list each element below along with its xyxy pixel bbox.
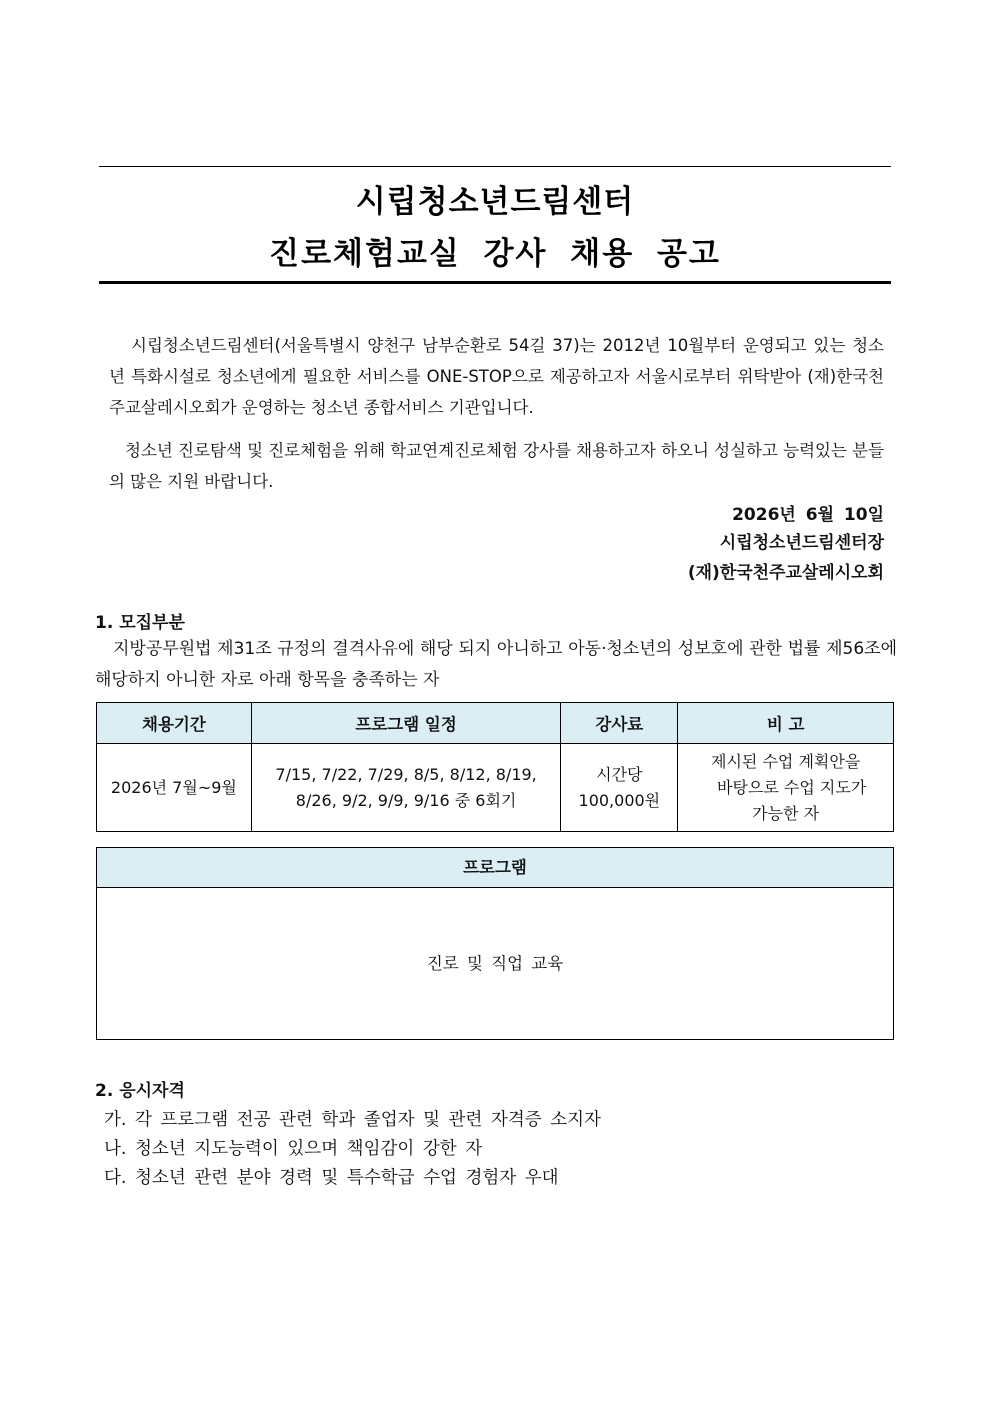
intro-paragraph-2: 청소년 진로탐색 및 진로체험을 위해 학교연계진로체험 강사를 채용하고자 하오니 성실하고 능력있는 분들의 많은 지원 바랍니다. — [109, 441, 885, 491]
column-header-note: 비 고 — [678, 703, 894, 744]
program-box — [96, 847, 894, 1040]
document-title: 시립청소년드림센터 — [355, 184, 635, 220]
qualification-item: 다. 청소년 관련 분야 경력 및 특수학급 수업 경험자 우대 — [104, 1168, 559, 1188]
signatory-title: 시립청소년드림센터장 — [719, 533, 884, 553]
recruitment-table — [96, 702, 894, 832]
document-subtitle: 진로체험교실 강사 채용 공고 — [269, 236, 721, 272]
column-header-fee: 강사료 — [561, 703, 678, 744]
cell-schedule — [251, 744, 561, 832]
cell-note — [678, 744, 894, 832]
table-header-row — [97, 703, 894, 744]
section-heading-recruitment: 1. 모집부분 — [95, 613, 185, 633]
section-heading-qualifications: 2. 응시자격 — [95, 1081, 185, 1101]
qualification-item: 가. 각 프로그램 전공 관련 학과 졸업자 및 관련 자격증 소지자 — [104, 1110, 601, 1130]
recruitment-description: 지방공무원법 제31조 규정의 결격사유에 해당 되지 아니하고 아동·청소년의 성보호에 관한 법률 제56조에 해당하지 아니한 자로 아래 항목을 충족하는 자 — [95, 639, 897, 690]
schedule-line-1: 7/15, 7/22, 7/29, 8/5, 8/12, 8/19, — [275, 764, 537, 784]
column-header-period: 채용기간 — [97, 703, 252, 744]
table-row — [97, 744, 894, 832]
fee-line-2: 100,000원 — [578, 790, 661, 810]
signatory-organization: (재)한국천주교살레시오회 — [687, 563, 884, 583]
cell-fee — [561, 744, 678, 832]
fee-line-1: 시간당 — [596, 764, 643, 784]
announcement-date: 2026년 6월 10일 — [732, 505, 884, 525]
cell-period — [97, 744, 252, 832]
qualification-item: 나. 청소년 지도능력이 있으며 책임감이 강한 자 — [104, 1139, 483, 1159]
note-line-3: 가능한 자 — [752, 803, 820, 823]
note-line-1: 제시된 수업 계획안을 — [711, 751, 861, 771]
intro-paragraph-1: 시립청소년드림센터(서울특별시 양천구 남부순환로 54길 37)는 2012년 10월부터 운영되고 있는 청소년 특화시설로 청소년에게 필요한 서비스를 ONE-STOP으로 제공하고자 서울시로부터 위탁받아 (재)한국천주교살레시오회가 운영하는 청소년 종합서비스 기관입니다. — [109, 336, 884, 417]
note-line-2: 바탕으로 수업 지도가 — [717, 777, 867, 797]
title-top-rule — [99, 166, 891, 167]
title-bottom-rule — [99, 281, 891, 284]
period-text: 2026년 7월~9월 — [110, 777, 237, 797]
column-header-schedule: 프로그램 일정 — [251, 703, 561, 744]
program-content: 진로 및 직업 교육 — [426, 954, 564, 973]
schedule-line-2: 8/26, 9/2, 9/9, 9/16 중 6회기 — [295, 790, 517, 810]
program-header: 프로그램 — [97, 848, 893, 888]
